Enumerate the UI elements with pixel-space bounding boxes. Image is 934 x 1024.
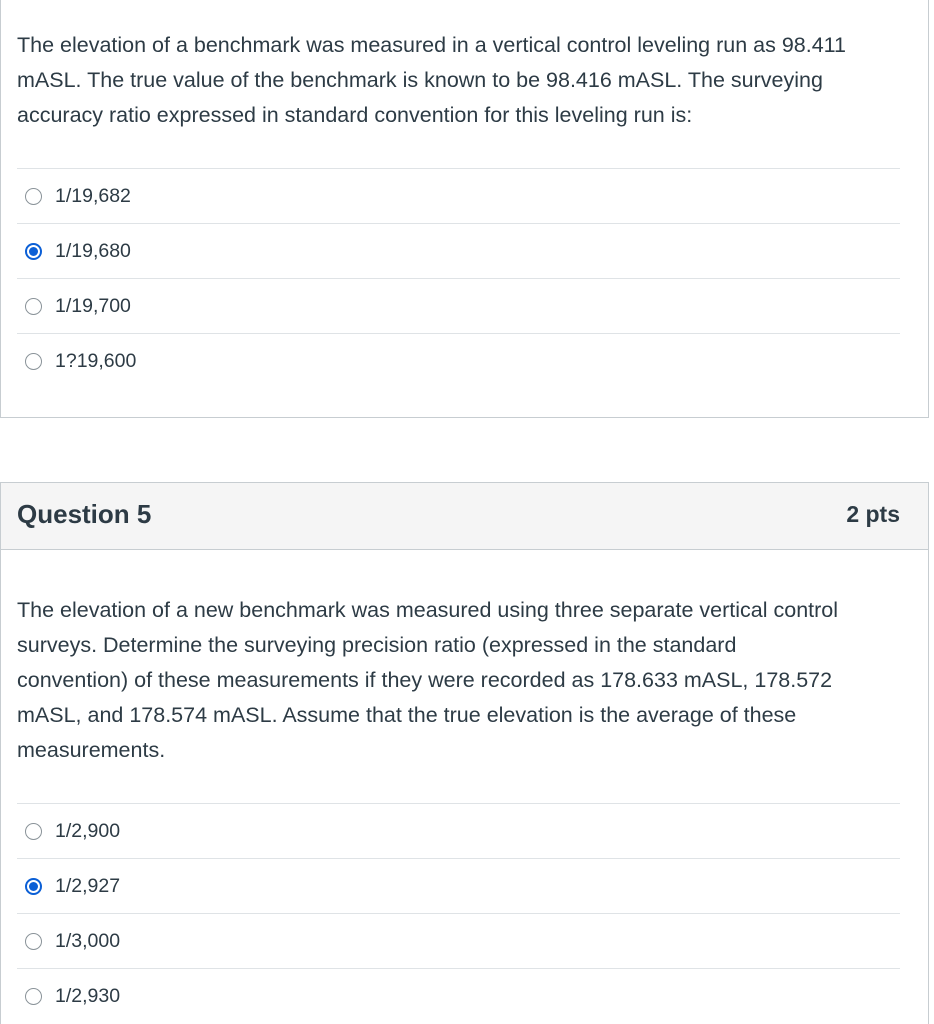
answer-label: 1/3,000 bbox=[55, 929, 121, 952]
question-title: Question 5 bbox=[17, 499, 152, 529]
question-5-text-line: The elevation of a new benchmark was measured using three separate vertical control bbox=[17, 598, 839, 622]
question-5-text-line: surveys. Determine the surveying precision ratio (expressed in the standard bbox=[17, 633, 737, 657]
radio-button-selected[interactable] bbox=[25, 243, 42, 260]
question-5-text-line: measurements. bbox=[17, 738, 166, 762]
question-card-4 bbox=[0, 0, 929, 418]
question-5-text-line: mASL, and 178.574 mASL. Assume that the true elevation is the average of these bbox=[17, 703, 797, 727]
radio-button[interactable] bbox=[25, 353, 42, 370]
answer-label: 1/19,682 bbox=[55, 184, 131, 207]
answer-option[interactable] bbox=[17, 858, 900, 913]
answer-option[interactable] bbox=[17, 913, 900, 968]
question-4-text-line: accuracy ratio expressed in standard convention for this leveling run is: bbox=[17, 103, 693, 127]
answer-option[interactable] bbox=[17, 278, 900, 333]
question-header bbox=[1, 483, 928, 550]
answer-label: 1/19,700 bbox=[55, 294, 131, 317]
question-4-text bbox=[17, 28, 897, 133]
answer-label: 1/2,900 bbox=[55, 819, 121, 842]
radio-button-selected[interactable] bbox=[25, 878, 42, 895]
radio-button[interactable] bbox=[25, 823, 42, 840]
question-4-text-line: mASL. The true value of the benchmark is known to be 98.416 mASL. The surveying bbox=[17, 68, 823, 92]
radio-button[interactable] bbox=[25, 933, 42, 950]
answer-label: 1?19,600 bbox=[55, 349, 137, 372]
radio-button[interactable] bbox=[25, 188, 42, 205]
answer-option[interactable] bbox=[17, 968, 900, 1023]
radio-button[interactable] bbox=[25, 298, 42, 315]
answer-option[interactable] bbox=[17, 333, 900, 388]
radio-button[interactable] bbox=[25, 988, 42, 1005]
question-5-text-line: convention) of these measurements if they were recorded as 178.633 mASL, 178.572 bbox=[17, 668, 833, 692]
answer-option[interactable] bbox=[17, 168, 900, 223]
question-points: 2 pts bbox=[846, 501, 900, 527]
question-4-text-line: The elevation of a benchmark was measured in a vertical control leveling run as 98.411 bbox=[17, 33, 846, 57]
answer-label: 1/2,927 bbox=[55, 874, 121, 897]
question-card-5 bbox=[0, 482, 929, 1024]
answer-label: 1/2,930 bbox=[55, 984, 121, 1007]
answer-option[interactable] bbox=[17, 223, 900, 278]
answer-label: 1/19,680 bbox=[55, 239, 131, 262]
answer-option[interactable] bbox=[17, 803, 900, 858]
question-4-answers bbox=[17, 168, 900, 388]
question-5-text bbox=[17, 593, 897, 768]
question-5-answers bbox=[17, 803, 900, 1023]
